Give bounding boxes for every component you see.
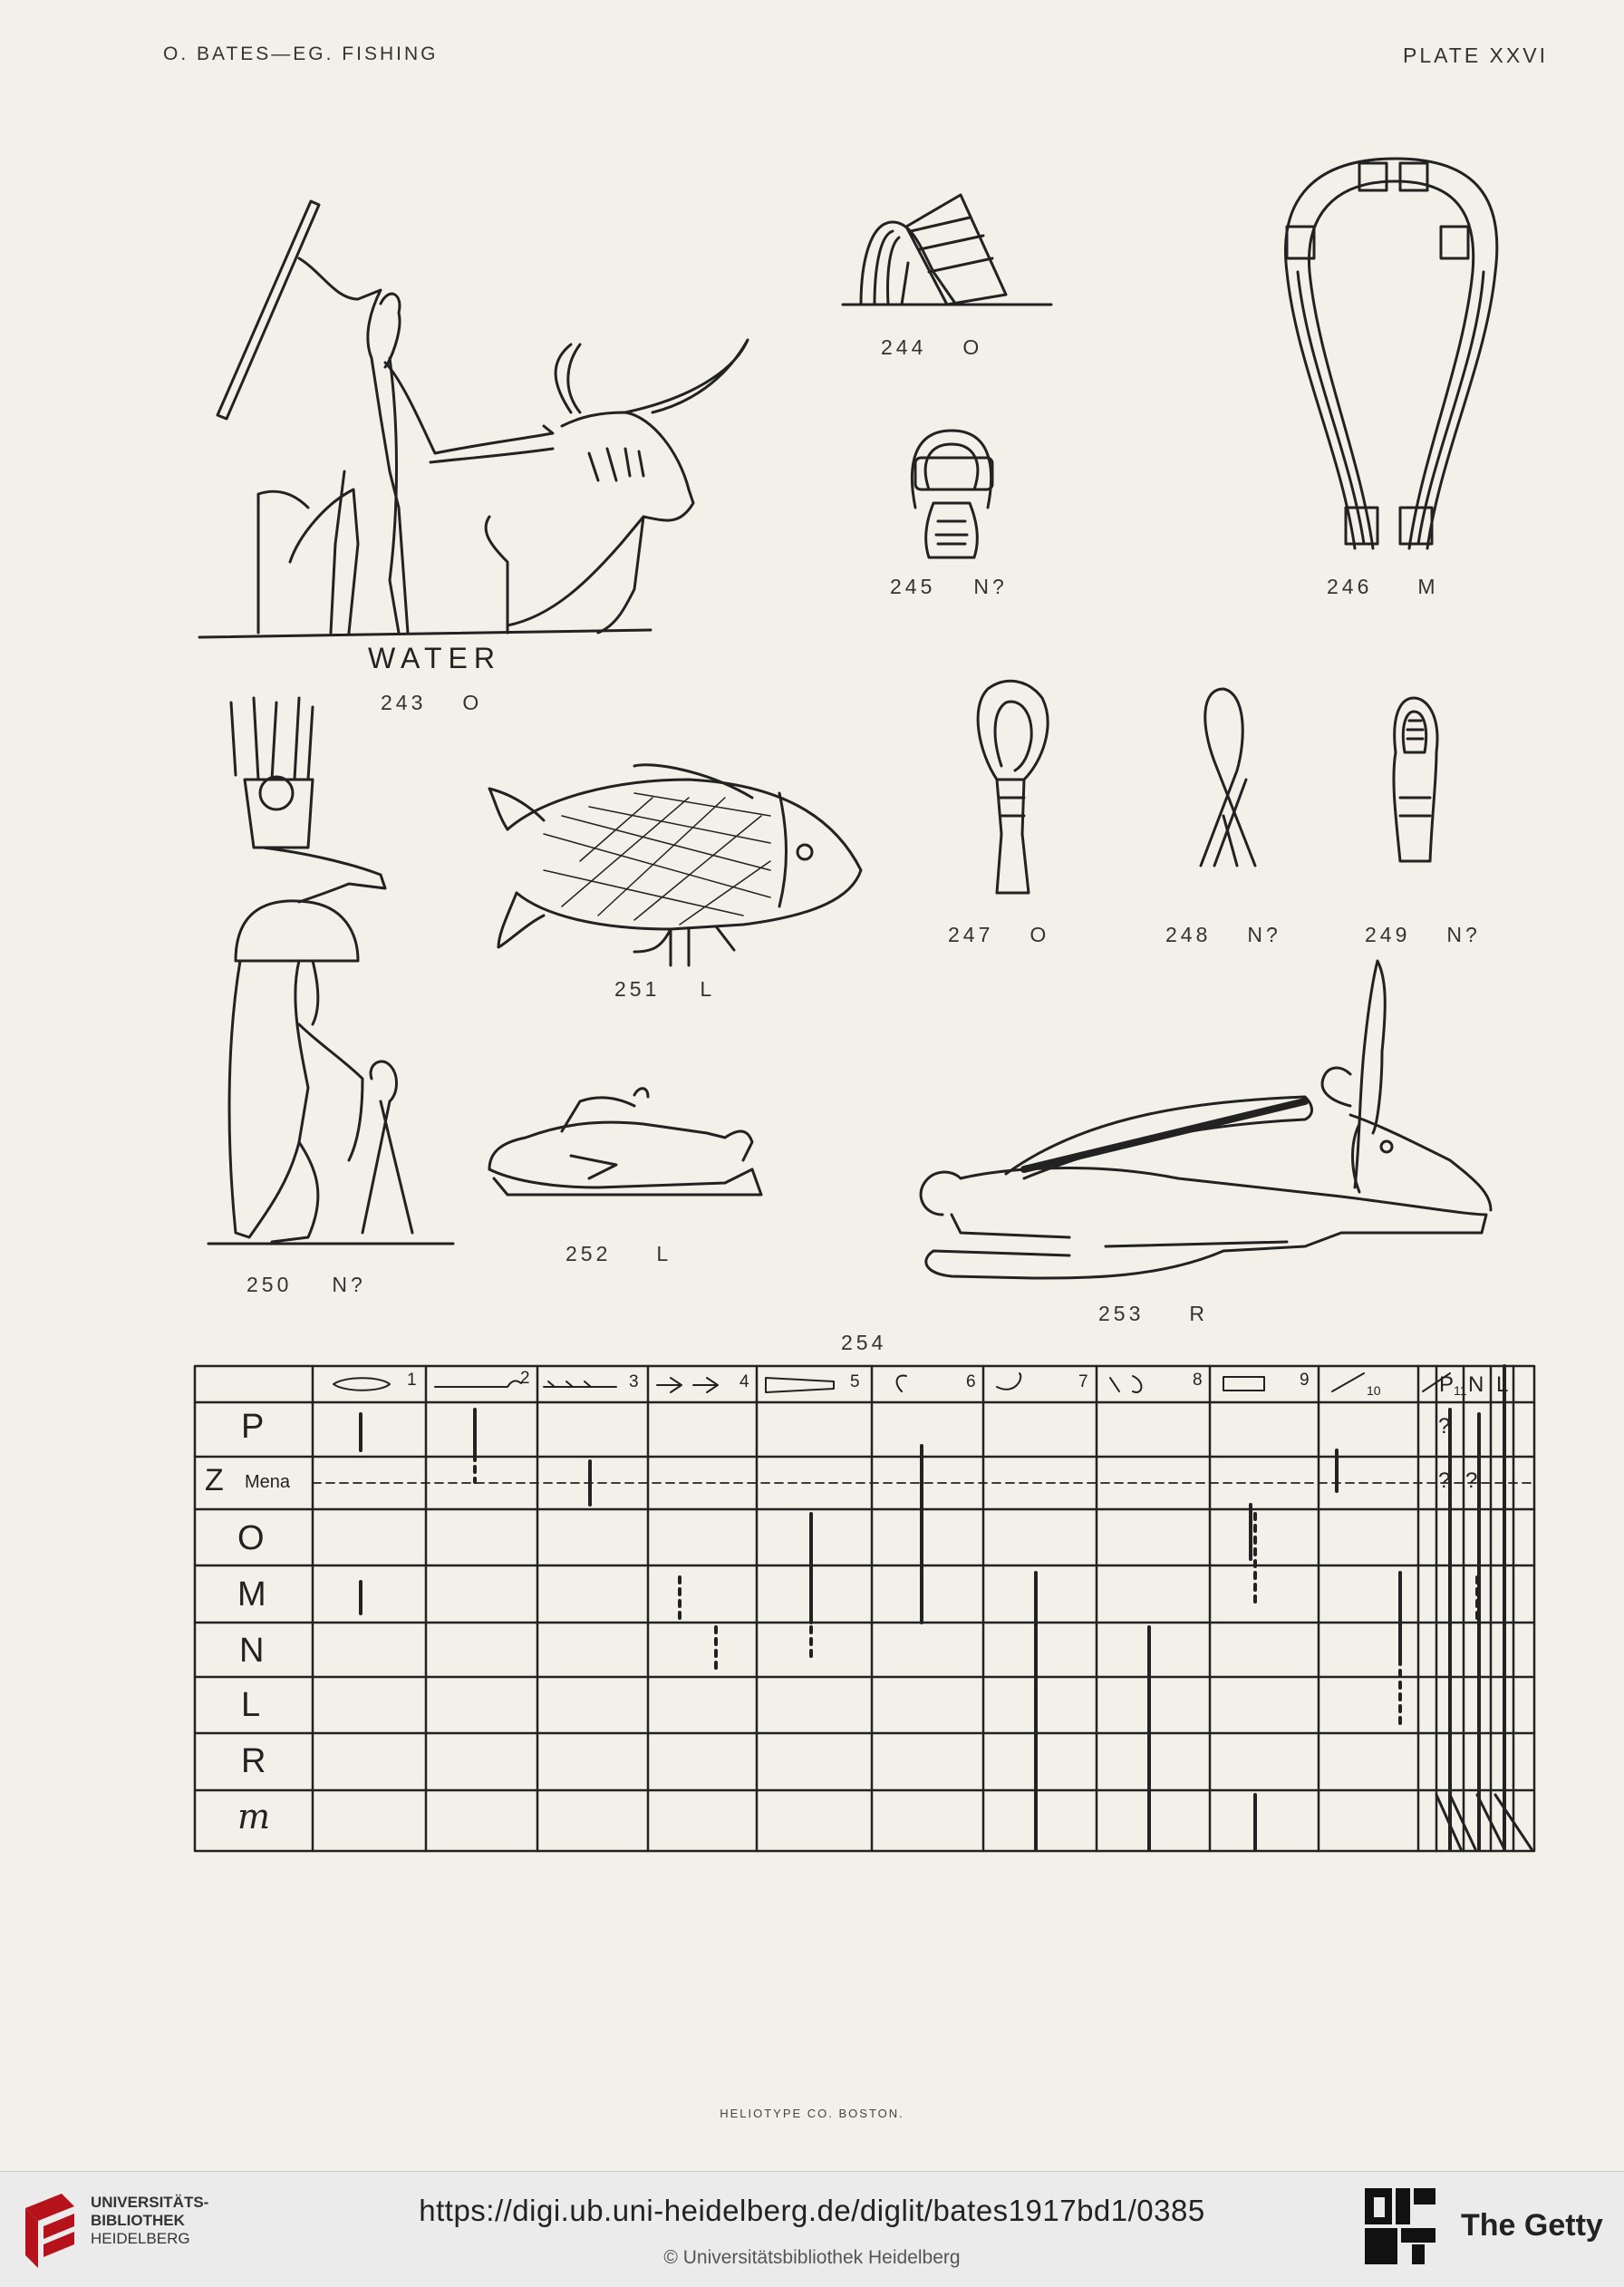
fig-249-caption: 249 N? xyxy=(1365,923,1481,946)
fig-247-caption: 247 O xyxy=(948,923,1050,946)
col-number: 5 xyxy=(850,1372,860,1391)
col-number: 9 xyxy=(1300,1371,1310,1390)
col-number: 7 xyxy=(1078,1372,1088,1391)
row-label: R xyxy=(241,1742,266,1780)
fig-243-drawing xyxy=(199,201,748,637)
table-number: 254 xyxy=(841,1331,887,1354)
col-header-l: L xyxy=(1496,1372,1509,1397)
fig-249-drawing xyxy=(1394,698,1437,861)
question-mark: ? xyxy=(1438,1468,1451,1493)
col-number: 3 xyxy=(629,1372,639,1391)
col-header-n: N xyxy=(1468,1372,1484,1397)
fig-251-drawing xyxy=(489,765,861,965)
fig-248-caption: 248 N? xyxy=(1165,923,1281,946)
col-number: 8 xyxy=(1193,1371,1203,1390)
fig-246-drawing xyxy=(1286,159,1497,548)
fig-243-caption: 243 O xyxy=(381,691,483,714)
col-number: 10 xyxy=(1367,1383,1381,1398)
row-label: m xyxy=(237,1797,271,1836)
printer-credit: HELIOTYPE CO. BOSTON. xyxy=(720,2107,904,2120)
plate-number: PLATE XXVI xyxy=(1403,44,1548,67)
permalink-url[interactable]: https://digi.ub.uni-heidelberg.de/diglit/bates1917bd1/0385 xyxy=(419,2194,1205,2227)
fig-253-caption: 253 R xyxy=(1098,1302,1208,1325)
row-label: M xyxy=(237,1575,266,1613)
fig-244-drawing xyxy=(843,195,1051,305)
viewer-footer-bar xyxy=(0,2171,1624,2287)
table-254-range-bars xyxy=(361,1366,1504,1849)
copyright-notice: © Universitätsbibliothek Heidelberg xyxy=(663,2247,961,2268)
col-header-p: P xyxy=(1439,1372,1455,1397)
fig-251-caption: 251 L xyxy=(614,977,716,1001)
fig-245-caption: 245 N? xyxy=(890,575,1008,598)
fig-250-drawing xyxy=(208,698,453,1244)
question-mark: ? xyxy=(1438,1414,1451,1439)
question-mark: ? xyxy=(1465,1468,1478,1493)
fig-250-caption: 250 N? xyxy=(246,1273,366,1296)
mena-label: Mena xyxy=(245,1472,291,1492)
fig-253-drawing xyxy=(921,961,1491,1278)
table-254-dotted-bars xyxy=(475,1455,1477,1727)
col-number: 11 xyxy=(1454,1383,1467,1398)
fig-248-drawing xyxy=(1201,689,1255,866)
col-number: 1 xyxy=(407,1371,417,1390)
fig-244-caption: 244 O xyxy=(881,335,983,359)
col-number: 2 xyxy=(520,1369,530,1388)
row-label: P xyxy=(241,1408,265,1446)
partner-name[interactable]: The Getty xyxy=(1461,2208,1603,2243)
row-label: O xyxy=(237,1519,265,1557)
water-label: WATER xyxy=(368,642,501,674)
row-label: L xyxy=(241,1686,261,1724)
running-header: O. BATES—EG. FISHING xyxy=(163,44,439,64)
table-254-header-glyphs xyxy=(334,1373,1450,1392)
fig-245-drawing xyxy=(912,431,992,557)
library-name[interactable]: UNIVERSITÄTS- BIBLIOTHEK HEIDELBERG xyxy=(91,2194,209,2247)
fig-252-drawing xyxy=(489,1089,761,1195)
fig-247-drawing xyxy=(978,681,1048,893)
row-label: N xyxy=(239,1632,265,1670)
col-number: 4 xyxy=(740,1372,749,1391)
fig-246-caption: 246 M xyxy=(1327,575,1439,598)
col-number: 6 xyxy=(966,1372,976,1391)
table-254-grid xyxy=(195,1366,1534,1851)
row-label: Z xyxy=(205,1463,224,1497)
fig-252-caption: 252 L xyxy=(566,1242,672,1265)
getty-logo-icon xyxy=(1365,2188,1436,2264)
